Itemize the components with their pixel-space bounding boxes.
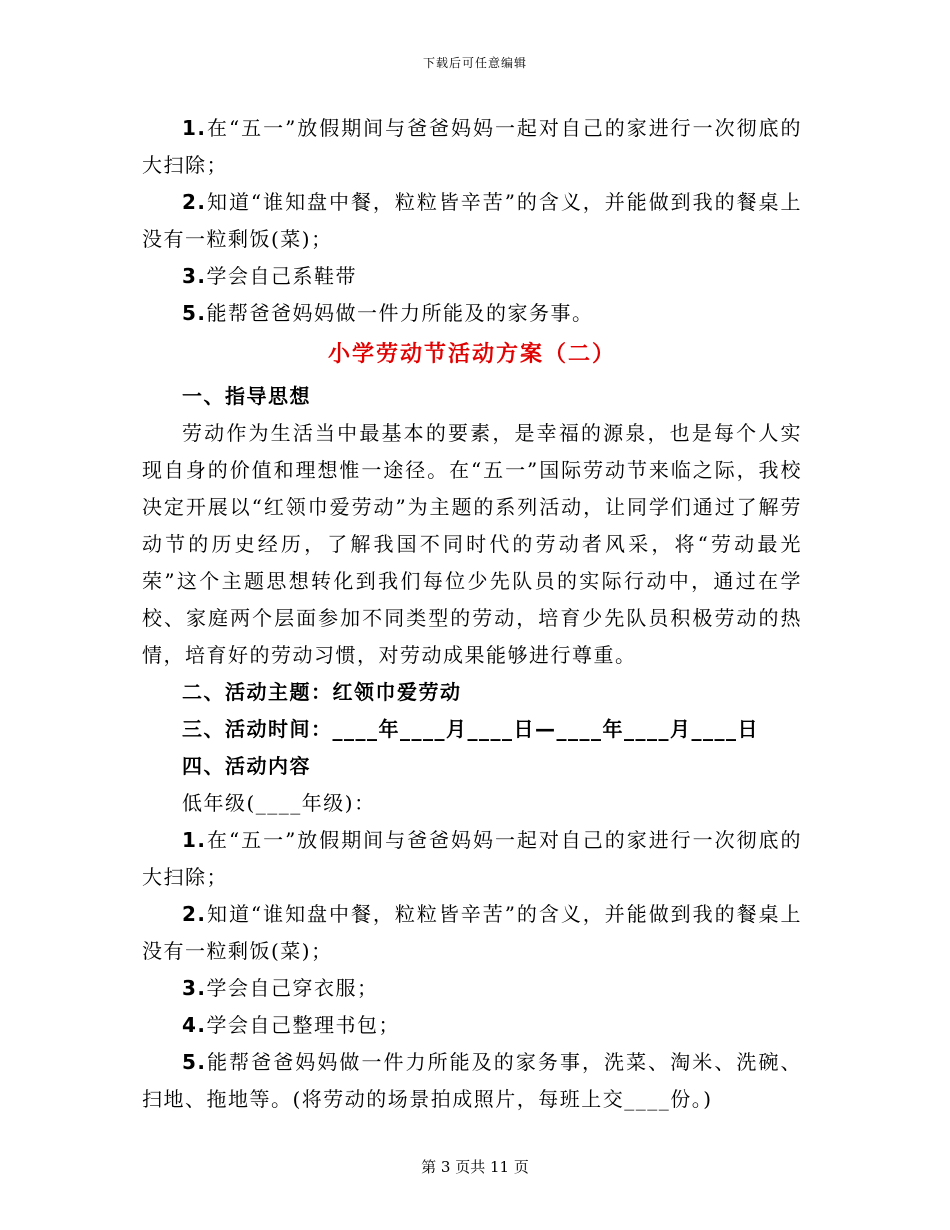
document-body — [142, 110, 802, 1118]
document-title: 小学劳动节活动方案（二） — [327, 342, 616, 367]
list-item: 5.能帮爸爸妈妈做一件力所能及的家务事。 — [182, 301, 594, 325]
list-item: 1.在“五一”放假期间与爸爸妈妈一起对自己的家进行一次彻底的大扫除； — [142, 116, 802, 177]
list-item: 2.知道“谁知盘中餐，粒粒皆辛苦”的含义，并能做到我的餐桌上没有一粒剩饭(菜)； — [142, 190, 802, 251]
section-body-guiding-thought: 劳动作为生活当中最基本的要素，是幸福的源泉，也是每个人实现自身的价值和理想惟一途径。在“五一”国际劳动节来临之际，我校决定开展以“红领巾爱劳动”为主题的系列活动，让同学们通过了解劳动节的历史经历，了解我国不同时代的劳动者风采，将“劳动最光荣”这个主题思想转化到我们每位少先队员的实际行动中，通过在学校、家庭两个层面参加不同类型的劳动，培育少先队员积极劳动的热情，培育好的劳动习惯，对劳动成果能够进行尊重。 — [142, 421, 802, 667]
section-heading-theme: 二、活动主题：红领巾爱劳动 — [182, 680, 462, 704]
section-heading-content: 四、活动内容 — [182, 754, 311, 778]
page-header: 下载后可任意编辑 — [422, 56, 527, 70]
list-item: 3.学会自己穿衣服； — [182, 976, 379, 1000]
list-item: 2.知道“谁知盘中餐，粒粒皆辛苦”的含义，并能做到我的餐桌上没有一粒剩饭(菜)； — [142, 902, 802, 963]
list-item: 4.学会自己整理书包； — [182, 1013, 401, 1037]
page-footer: 第 3 页共 11 页 — [421, 1158, 529, 1176]
list-item: 5.能帮爸爸妈妈做一件力所能及的家务事，洗菜、淘米、洗碗、扫地、拖地等。(将劳动的场景拍成照片，每班上交____份。) — [142, 1050, 802, 1111]
grade-label: 低年级(____年级)： — [182, 791, 376, 815]
section-heading-guiding-thought: 一、指导思想 — [182, 384, 311, 408]
list-item: 3.学会自己系鞋带 — [182, 264, 358, 288]
section-heading-time: 三、活动时间：____年____月____日—____年____月____日 — [182, 717, 759, 741]
list-item: 1.在“五一”放假期间与爸爸妈妈一起对自己的家进行一次彻底的大扫除； — [142, 828, 802, 889]
